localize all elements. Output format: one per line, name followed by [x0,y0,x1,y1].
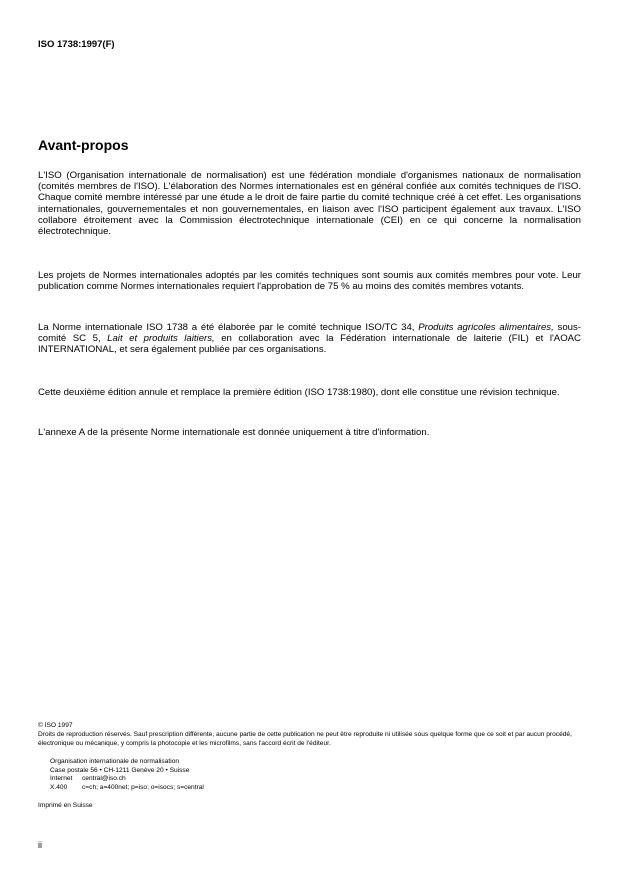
postal-address: Case postale 56 • CH-1211 Genève 20 • Suisse [50,766,190,774]
contact-table [50,775,204,792]
page-number: ii [38,840,42,850]
p3-text-c: sous-comité SC 5, [38,322,581,345]
x400-row [50,784,204,793]
x400-label: X.400 [50,783,68,791]
foreword-paragraph-4: Cette deuxième édition annule et remplace la première édition (ISO 1738:1980), dont elle constitue une révision technique. [38,387,560,398]
document-id: ISO 1738:1997(F) [38,39,115,50]
p3-text-a: La Norme internationale ISO 1738 a été élaborée par le comité technique ISO/TC 34, [38,322,419,333]
foreword-paragraph-2: Les projets de Normes internationales adoptés par les comités techniques sont soumis aux comités membres pour vote. Leur publication comme Normes internationales requiert l'approbation de 75 % au moins des comités membres votants. [38,270,581,293]
rights-notice: Droits de reproduction réservés. Sauf prescription différente, aucune partie de cette publication ne peut être reproduite ni utilisée sous quelque forme que ce soit et par aucun procédé, électronique ou mécanique, y compris la photocopie et les microfilms, sans l'accord écrit de l'éditeur. [38,731,572,747]
internet-value: central@iso.ch [82,775,126,783]
p3-committee-name: Produits agricoles alimentaires, [418,322,554,333]
foreword-paragraph-5: L'annexe A de la présente Norme internationale est donnée uniquement à titre d'information. [38,427,430,438]
p3-subcommittee-name: Lait et produits laitiers, [107,333,215,345]
publisher-address [50,758,204,792]
internet-row [50,775,204,784]
p3-text-e: en collaboration avec la Fédération internationale de laiterie (FIL) et l'AOAC INTERNATIONAL, et sera également publiée par ces organisations. [38,333,581,356]
org-name: Organisation internationale de normalisation [50,758,180,765]
section-title: Avant-propos [38,137,129,153]
x400-value: c=ch; a=400net; p=iso; o=isocs; s=central [82,783,204,791]
internet-label: Internet [50,775,73,783]
printed-in: Imprimé en Suisse [38,802,93,809]
foreword-paragraph-3 [38,322,581,356]
copyright-line: © ISO 1997 [38,722,73,729]
foreword-paragraph-1: L'ISO (Organisation internationale de normalisation) est une fédération mondiale d'organismes nationaux de normalisation (comités membres de l'ISO). L'élaboration des Normes internationales est en général confiée aux comités techniques de l'ISO. Chaque comité membre intéressé par une étude a le droit de faire partie du comité technique créé à cet effet. Les organisations internationales, gouvernementales et non gouvernementales, en liaison avec l'ISO participent également aux travaux. L'ISO collabore étroitement avec la Commission électrotechnique internationale (CEI) en ce qui concerne la normalisation électrotechnique. [38,170,581,238]
